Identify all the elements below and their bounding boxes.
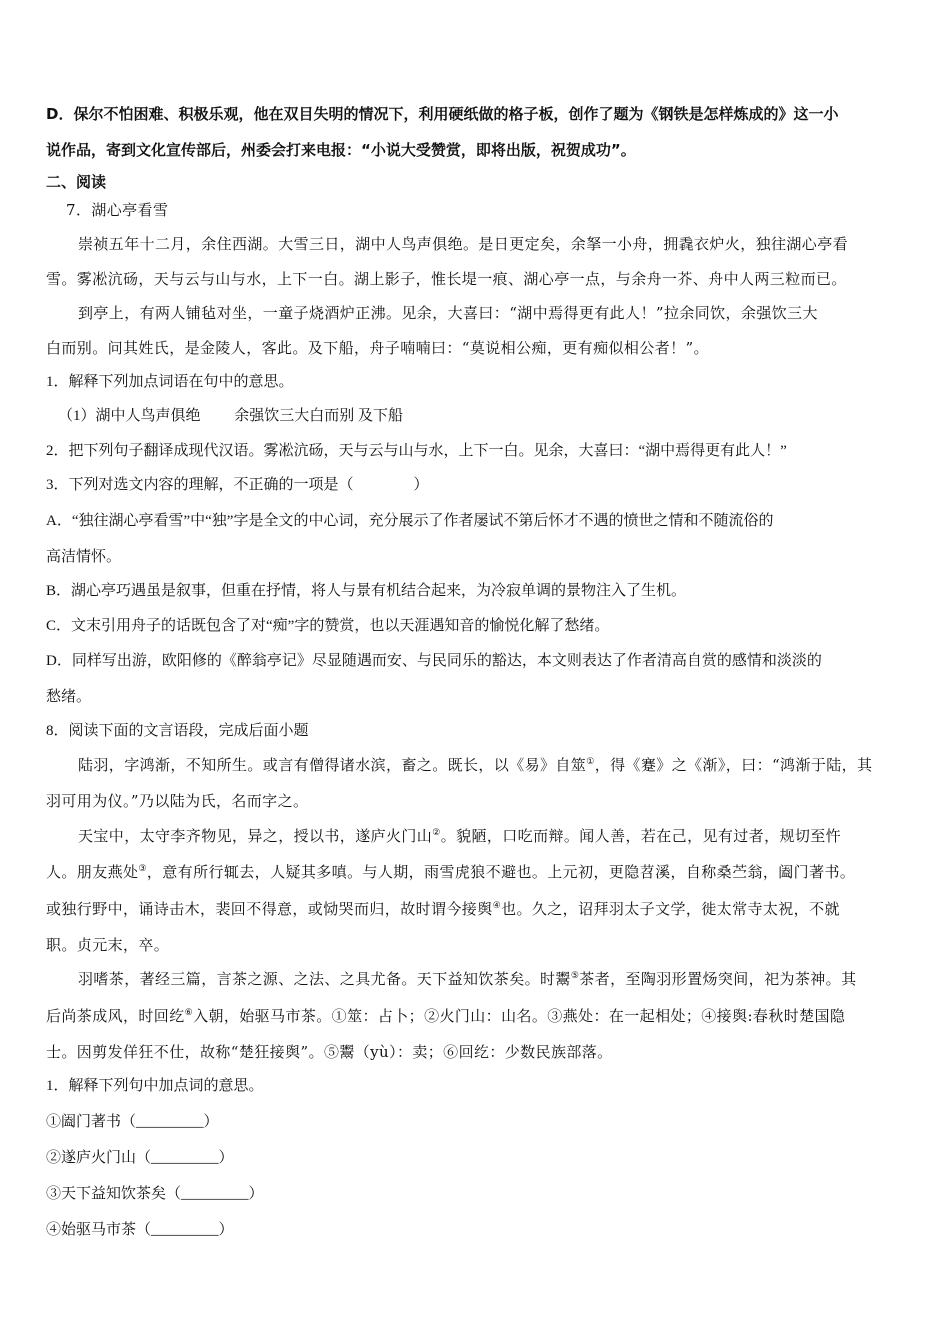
q8-title: 8．阅读下面的文言语段，完成后面小题 [46,723,309,739]
q8-p2-text-a: 天宝中，太守李齐物见，异之，授以书，遂庐火门山 [78,827,433,845]
q8-p2-text-b: 。貌陋，口吃而辩。闻人善，若在己，见有过者，规切至忤 [440,827,842,845]
footnote-marker-5: ⑤ [570,971,580,981]
q7-option-b: B．湖心亭巧遇虽是叙事，但重在抒情，将人与景有机结合起来，为冷寂单调的景物注入了生机。 [46,583,687,599]
q7-passage-p1-line1: 崇祯五年十二月，余住西湖。大雪三日，湖中人鸟声俱绝。是日更定矣，余拏一小舟，拥毳衣炉火，独往湖心亭看 [78,235,849,253]
q6-option-d-line1: D．保尔不怕困难、积极乐观，他在双目失明的情况下，利用硬纸做的格子板，创作了题为《钢铁是怎样炼成的》这一小 [46,105,839,123]
q7-option-a-line1: A．“独往湖心亭看雪”中“独”字是全文的中心词，充分展示了作者屡试不第后怀才不遇的愤世之情和不随流俗的 [46,513,774,529]
q8-p2-l2-text-b: ，意有所行辄去，人疑其多嗔。与人期，雨雪虎狼不避也。上元初，更隐苕溪，自称桑苎翁，阖门著书。 [146,863,856,881]
q6-option-d-line2: 说作品，寄到文化宣传部后，州委会打来电报：“小说大受赞赏，即将出版，祝贺成功”。 [46,141,636,159]
footnote-marker-2: ② [432,828,441,838]
q8-passage-p2-line3 [46,899,840,919]
q8-passage-p3-line3: 士。因剪发佯狂不仕，故称“楚狂接舆”。⑤鬻（yù）：卖；⑥回纥：少数民族部落。 [46,1043,613,1061]
q8-p2-l3-text-a: 或独行野中，诵诗击木，裴回不得意，或恸哭而归，故时谓今接舆 [46,900,493,918]
q8-p1-text-a: 陆羽，字鸿渐，不知所生。或言有僧得诸水滨，畜之。既长，以《易》自筮 [78,756,587,774]
q8-p3-l2-text-b: 入朝，始驱马市茶。①筮：占卜；②火门山：山名。③燕处：在一起相处；④接舆:春秋时楚国隐 [193,1007,846,1025]
section-heading-reading: 二、阅读 [46,173,107,191]
q8-passage-p2-line2 [46,862,855,882]
q7-subquestion-1-items: （1）湖中人鸟声俱绝 余强饮三大白而别 及下船 [58,408,404,424]
footnote-marker-3: ③ [138,864,147,874]
q8-subquestion-1: 1．解释下列句中加点词的意思。 [46,1078,264,1094]
q7-option-d-line1: D．同样写出游，欧阳修的《醉翁亭记》尽显随遇而安、与民同乐的豁达，本文则表达了作者清高自赏的感情和淡淡的 [46,653,822,669]
q7-option-d-line2: 愁绪。 [46,689,92,705]
q8-p1-text-b: ，得《蹇》之《渐》，曰：“鸿渐于陆，其 [594,756,873,774]
footnote-marker-1: ① [586,757,595,767]
footnote-marker-4: ④ [492,901,502,911]
q7-passage-p2-line1: 到亭上，有两人铺毡对坐，一童子烧酒炉正沸。见余，大喜曰：“湖中焉得更有此人！”拉余同饮，余强饮三大 [78,304,818,322]
q8-passage-p2-line1 [78,826,841,846]
q7-passage-p1-line2: 雪。雾凇沆砀，天与云与山与水，上下一白。湖上影子，惟长堤一痕、湖心亭一点，与余舟一芥、舟中人两三粒而已。 [46,270,847,288]
q8-passage-p3-line1 [78,969,856,989]
q7-subquestion-1: 1．解释下列加点词语在句中的意思。 [46,374,294,390]
q8-passage-p1-line2: 羽可用为仪。”乃以陆为氏，名而字之。 [46,792,309,810]
q8-p3-l2-text-a: 后尚茶成风，时回纥 [46,1007,185,1025]
q8-blank-1: ①阖门著书（_________） [46,1114,219,1130]
q8-p3-text-b: 茶者，至陶羽形置炀突间，祀为茶神。其 [579,970,857,988]
q7-subquestion-2: 2．把下列句子翻译成现代汉语。雾凇沆砀，天与云与山与水，上下一白。见余，大喜曰：“湖中焉得更有此人！” [46,443,787,459]
q8-passage-p1-line1 [78,755,872,775]
q8-passage-p3-line2 [46,1006,845,1026]
q7-subquestion-3: 3．下列对选文内容的理解，不正确的一项是（ ） [46,477,429,493]
q8-blank-2: ②遂庐火门山（_________） [46,1150,234,1166]
q7-passage-p2-line2: 白而别。问其姓氏，是金陵人，客此。及下船，舟子喃喃曰：“莫说相公痴，更有痴似相公者！”。 [46,339,709,357]
q8-p2-l2-text-a: 人。朋友燕处 [46,863,139,881]
q8-p2-l3-text-b: 也。久之，诏拜羽太子文学，徙太常寺太祝，不就 [501,900,840,918]
q8-passage-p2-line4: 职。贞元末，卒。 [46,936,170,954]
q8-blank-3: ③天下益知饮茶矣（_________） [46,1186,264,1202]
q8-p3-text-a: 羽嗜茶，著经三篇，言茶之源、之法、之具尤备。天下益知饮茶矣。时鬻 [78,970,571,988]
q7-title: 7．湖心亭看雪 [66,201,169,219]
q7-option-a-line2: 高洁情怀。 [46,549,122,565]
q8-blank-4: ④始驱马市茶（_________） [46,1222,234,1238]
q7-option-c: C．文末引用舟子的话既包含了对“痴”字的赞赏，也以天涯遇知音的愉悦化解了愁绪。 [46,618,610,634]
footnote-marker-6: ⑥ [184,1008,194,1018]
